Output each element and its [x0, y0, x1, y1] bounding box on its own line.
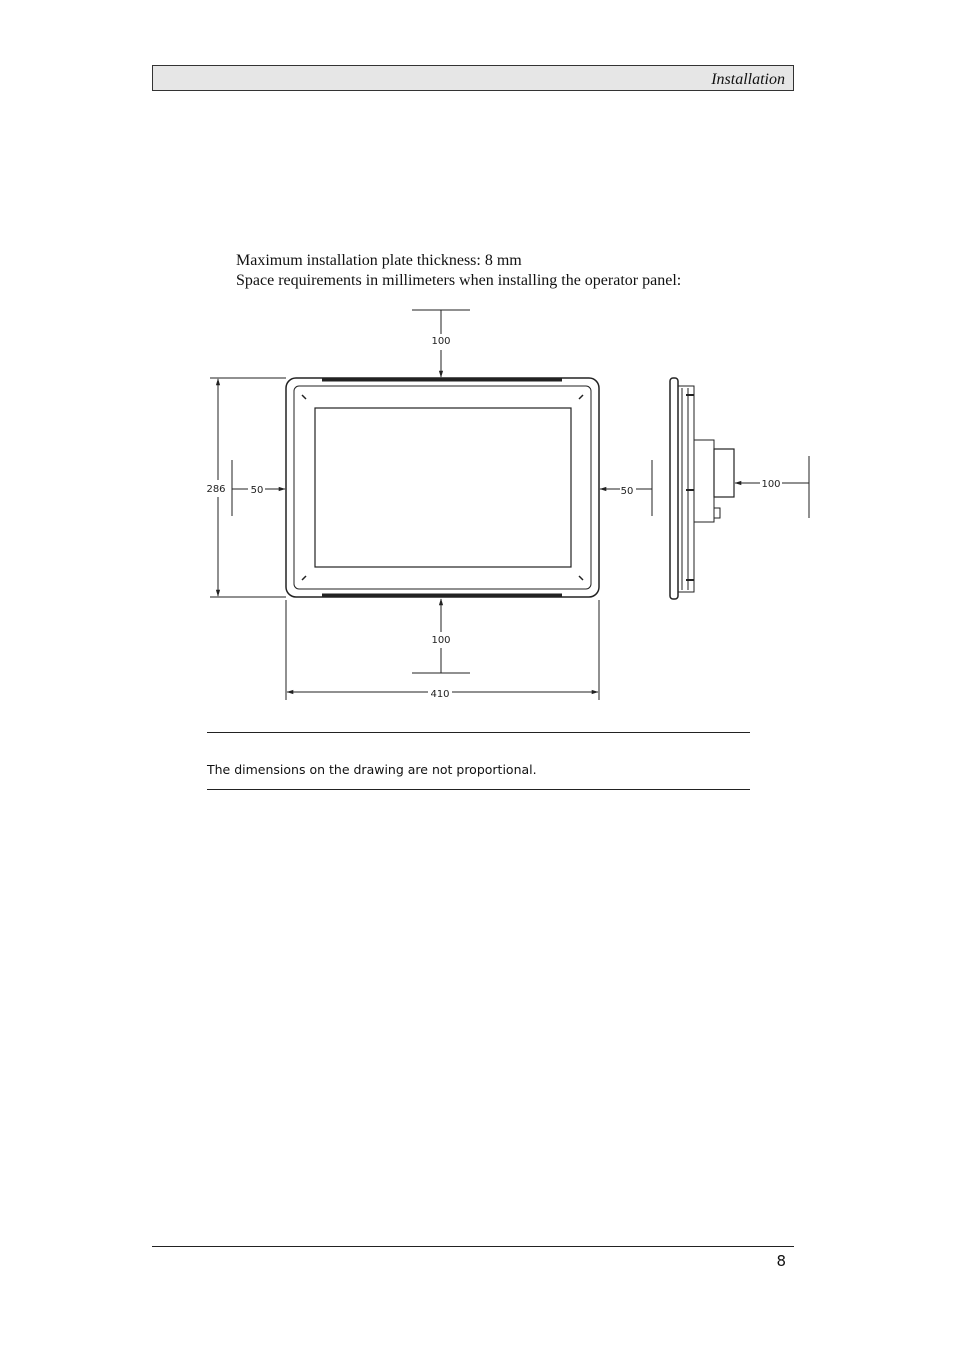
dim-right-clearance: 50: [620, 486, 634, 497]
dim-panel-height: 286: [206, 484, 226, 495]
dim-panel-width: 410: [430, 689, 450, 700]
space-requirements-line: Space requirements in millimeters when installing the operator panel:: [236, 272, 682, 289]
panel-front-view: [286, 378, 599, 597]
dim-top-clearance: 100: [431, 336, 451, 347]
plate-thickness-line: Maximum installation plate thickness: 8 mm: [236, 252, 522, 269]
dim-rear-clearance: 100: [761, 479, 781, 490]
page-number: 8: [776, 1252, 786, 1270]
section-title: Installation: [711, 71, 785, 88]
note-rule-bottom: [207, 789, 750, 790]
panel-side-view: [670, 378, 734, 599]
dim-left-clearance: 50: [250, 485, 264, 496]
dim-bottom-clearance: 100: [431, 635, 451, 646]
note-rule-top: [207, 732, 750, 733]
note-text: The dimensions on the drawing are not proportional.: [207, 762, 537, 777]
footer-rule: [152, 1246, 794, 1247]
